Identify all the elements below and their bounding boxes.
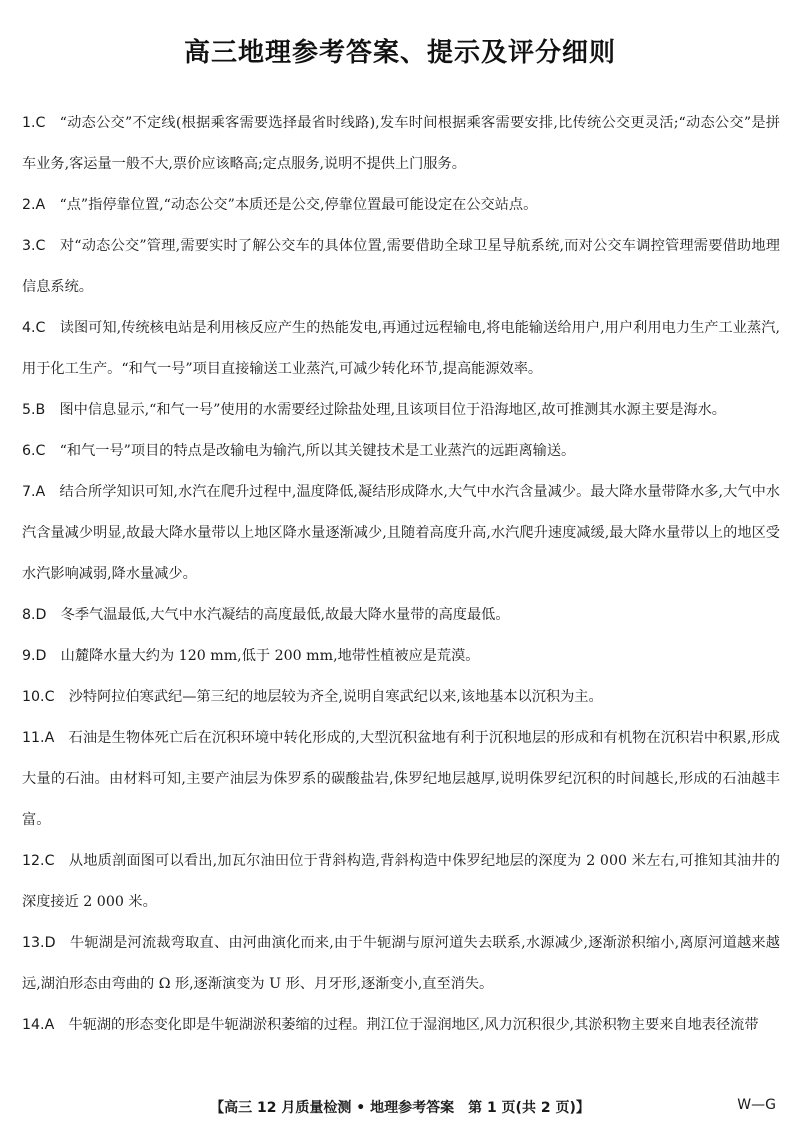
answer-number: 14. [22, 1017, 45, 1033]
answer-item [22, 841, 780, 923]
answer-head [22, 443, 45, 459]
answer-item [22, 923, 780, 1005]
answer-number: 4. [22, 320, 36, 336]
answer-explanation: “和气一号”项目的特点是改输电为输汽,所以其关键技术是工业蒸汽的远距离输送。 [59, 443, 576, 459]
answer-number: 5. [22, 402, 36, 418]
answer-item [22, 308, 780, 390]
answer-head [22, 648, 46, 664]
answer-explanation: 对“动态公交”管理,需要实时了解公交车的具体位置,需要借助全球卫星导航系统,而对公交车调控管理需要借助地理信息系统。 [22, 238, 780, 295]
answer-head [22, 853, 55, 869]
answer-head [22, 238, 45, 254]
answer-item [22, 185, 780, 226]
answer-list [22, 103, 780, 1046]
answer-choice: B [35, 402, 46, 418]
answer-explanation: 石油是生物体死亡后在沉积环境中转化形成的,大型沉积盆地有利于沉积地层的形成和有机物在沉积岩中积累,形成大量的石油。由材料可知,主要产油层为侏罗系的碳酸盐岩,侏罗纪地层越厚,说明侏罗纪沉积的时间越长,形成的石油越丰富。 [22, 730, 780, 828]
answer-explanation: 山麓降水量大约为 120 mm,低于 200 mm,地带性植被应是荒漠。 [60, 648, 480, 664]
answer-explanation: 沙特阿拉伯寒武纪—第三纪的地层较为齐全,说明自寒武纪以来,该地基本以沉积为主。 [68, 689, 603, 705]
answer-head [22, 484, 45, 500]
answer-choice: D [35, 607, 47, 623]
answer-item [22, 1005, 780, 1046]
answer-choice: D [44, 935, 56, 951]
answer-explanation: “动态公交”不定线(根据乘客需要选择最省时线路),发车时间根据乘客需要安排,比传统公交更灵活;“动态公交”是拼车业务,客运量一般不大,票价应该略高;定点服务,说明不提供上门服务。 [22, 115, 780, 172]
answer-item [22, 636, 780, 677]
answer-item [22, 431, 780, 472]
answer-item [22, 677, 780, 718]
answer-head [22, 402, 45, 418]
answer-explanation: 结合所学知识可知,水汽在爬升过程中,温度降低,凝结形成降水,大气中水汽含量减少。最大降水量带降水多,大气中水汽含量减少明显,故最大降水量带以上地区降水量逐渐减少,且随着高度升高,水汽爬升速度减缓,最大降水量带以上的地区受水汽影响减弱,降水量减少。 [22, 484, 780, 582]
answer-choice: A [44, 1017, 55, 1033]
answer-choice: C [35, 115, 46, 131]
answer-number: 3. [22, 238, 36, 254]
answer-item [22, 226, 780, 308]
answer-number: 7. [22, 484, 36, 500]
answer-number: 13. [22, 935, 45, 951]
answer-item [22, 103, 780, 185]
answer-explanation: 从地质剖面图可以看出,加瓦尔油田位于背斜构造,背斜构造中侏罗纪地层的深度为 2 000 米左右,可推知其油井的深度接近 2 000 米。 [22, 853, 780, 910]
answer-choice: C [35, 443, 46, 459]
footer-code: W—G [737, 1097, 776, 1113]
answer-item [22, 472, 780, 595]
answer-number: 9. [22, 648, 36, 664]
answer-head [22, 115, 45, 131]
answer-head [22, 689, 55, 705]
answer-head [22, 197, 45, 213]
answer-number: 10. [22, 689, 45, 705]
answer-choice: C [44, 689, 55, 705]
answer-number: 6. [22, 443, 36, 459]
answer-head [22, 1017, 54, 1033]
answer-item [22, 390, 780, 431]
answer-number: 2. [22, 197, 36, 213]
answer-choice: A [35, 484, 46, 500]
answer-choice: D [35, 648, 47, 664]
answer-choice: C [35, 238, 46, 254]
answer-number: 11. [22, 730, 45, 746]
answer-choice: A [35, 197, 46, 213]
answer-choice: C [35, 320, 46, 336]
page-title: 高三地理参考答案、提示及评分细则 [183, 38, 616, 68]
answer-explanation: 冬季气温最低,大气中水汽凝结的高度最低,故最大降水量带的高度最低。 [60, 607, 510, 623]
answer-head [22, 730, 54, 746]
footer-page-info: 【高三 12 月质量检测 • 地理参考答案 第 1 页(共 2 页)】 [210, 1100, 590, 1116]
answer-explanation: 图中信息显示,“和气一号”使用的水需要经过除盐处理,且该项目位于沿海地区,故可推测其水源主要是海水。 [59, 402, 726, 418]
answer-explanation: “点”指停靠位置,“动态公交”本质还是公交,停靠位置最可能设定在公交站点。 [59, 197, 538, 213]
answer-choice: C [44, 853, 55, 869]
answer-explanation: 牛轭湖是河流裁弯取直、由河曲演化而来,由于牛轭湖与原河道失去联系,水源减少,逐渐淤积缩小,离原河道越来越远,湖泊形态由弯曲的 Ω 形,逐渐演变为 U 形、月牙形,逐渐变小,直至消失。 [22, 935, 780, 992]
answer-item [22, 595, 780, 636]
answer-head [22, 320, 45, 336]
answer-number: 1. [22, 115, 36, 131]
answer-explanation: 牛轭湖的形态变化即是牛轭湖淤积萎缩的过程。荆江位于湿润地区,风力沉积很少,其淤积物主要来自地表径流带 [68, 1017, 759, 1033]
answer-number: 12. [22, 853, 45, 869]
answer-item [22, 718, 780, 841]
answer-number: 8. [22, 607, 36, 623]
answer-explanation: 读图可知,传统核电站是利用核反应产生的热能发电,再通过远程输电,将电能输送给用户,用户利用电力生产工业蒸汽,用于化工生产。“和气一号”项目直接输送工业蒸汽,可减少转化环节,提高能源效率。 [22, 320, 780, 377]
answer-head [22, 935, 56, 951]
answer-choice: A [44, 730, 55, 746]
answer-head [22, 607, 46, 623]
